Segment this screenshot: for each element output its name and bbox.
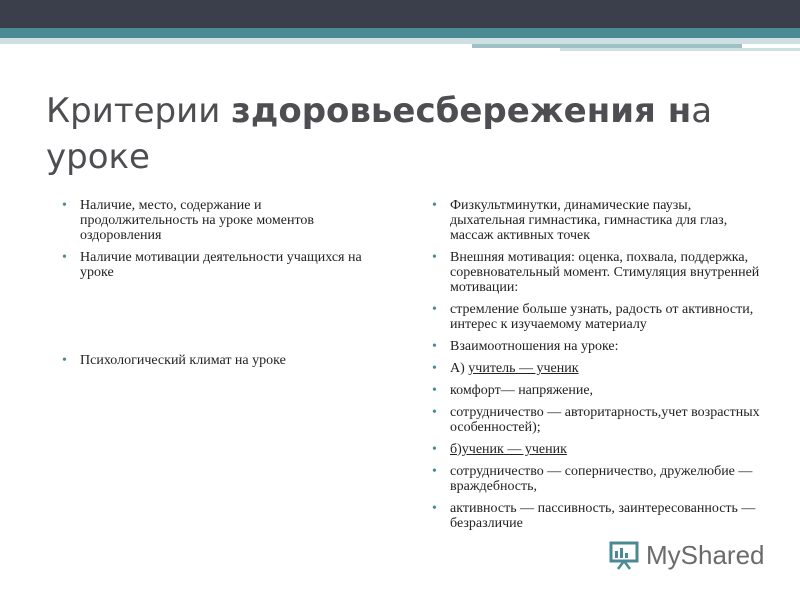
bullet-item: • Внешняя мотивация: оценка, похвала, поддержка, соревновательный момент. Стимуляция внутренней мотивации:: [432, 250, 762, 295]
right-column: [432, 198, 762, 538]
bullet-prefix: А): [450, 361, 469, 376]
bullet-item: • Физкультминутки, динамические паузы, дыхательная гимнастика, гимнастика для глаз, массаж активных точек: [432, 198, 762, 243]
underlined-text: учитель — ученик: [468, 361, 579, 376]
title-part-1: Критерии: [46, 91, 232, 131]
bullet-item: [432, 442, 762, 457]
left-bullet-list-2: [62, 353, 362, 368]
right-bullet-list: [432, 198, 762, 531]
bullet-item: • Взаимоотношения на уроке:: [432, 339, 762, 354]
myshared-logo[interactable]: [608, 538, 768, 572]
presentation-board-icon: [608, 539, 640, 571]
title-bold: здоровьесбережения н: [231, 91, 692, 131]
bullet-item: • комфорт— напряжение,: [432, 383, 762, 398]
left-bullet-list: [62, 198, 362, 280]
bullet-item: • активность — пассивность, заинтересованность — безразличие: [432, 501, 762, 531]
bullet-item: [432, 361, 762, 376]
top-dark-bar: [0, 0, 800, 28]
bullet-item: • Психологический климат на уроке: [62, 353, 362, 368]
bullet-item: • сотрудничество — авторитарность,учет возрастных особенностей);: [432, 405, 762, 435]
left-column: [62, 198, 362, 375]
slide-title: [46, 88, 766, 180]
bullet-item: • Наличие мотивации деятельности учащихся на уроке: [62, 250, 362, 280]
title-part-2: а уроке: [46, 91, 713, 177]
bullet-item: • сотрудничество — соперничество, дружелюбие — враждебность,: [432, 464, 762, 494]
bullet-item: • стремление больше узнать, радость от активности, интерес к изучаемому материалу: [432, 302, 762, 332]
logo-text: MyShared: [646, 539, 765, 570]
underlined-text: б)ученик — ученик: [450, 442, 567, 457]
top-teal-bar: [0, 28, 800, 38]
top-accent-line-2: [560, 48, 800, 51]
bullet-item: • Наличие, место, содержание и продолжительность на уроке моментов оздоровления: [62, 198, 362, 243]
